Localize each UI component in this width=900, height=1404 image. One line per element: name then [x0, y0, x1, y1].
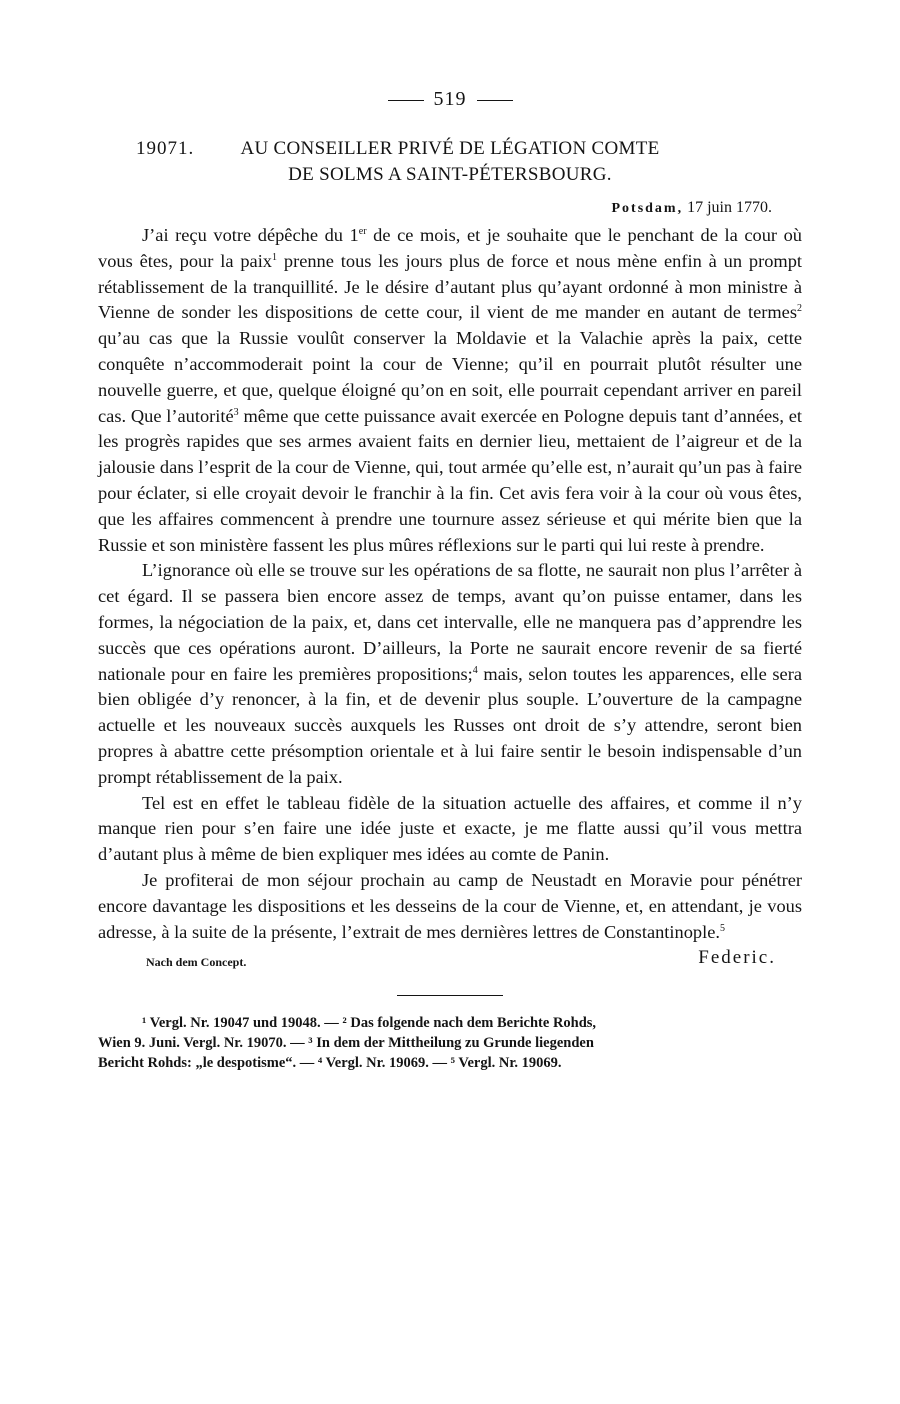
- heading-title-line-1: AU CONSEILLER PRIVÉ DE LÉGATION COMTE: [240, 138, 660, 159]
- paragraph-1-text-a: J’ai reçu votre dépêche du 1: [142, 225, 359, 245]
- footnote-line-1: ¹ Vergl. Nr. 19047 und 19048. — ² Das folgende nach dem Berichte Rohds,: [142, 1015, 597, 1032]
- signature: Federic.: [698, 947, 776, 969]
- footnote-line-3: Bericht Rohds: „le despotisme“. — ⁴ Vergl. Nr. 19069. — ⁵ Vergl. Nr. 19069.: [98, 1055, 562, 1072]
- page-number-dash-right: [477, 100, 513, 101]
- page-number-dash-left: [388, 100, 424, 101]
- dateline-date: 17 juin 1770.: [687, 199, 772, 216]
- paragraph-1-text-e: même que cette puissance avait exercée en Pologne depuis tant d’années, et les progrès rapides que ses armes avaient faits en dernier lieu, mettaient de l’aigreur et de la jalousie dans l’esprit de la cour de Vienne, qui, tout armée qu’elle est, n’aurait qu’un pas à faire pour éclater, si elle croyait devoir le franchir à la fin. Cet avis fera voir à la cour où vous êtes, que les affaires commencent à prendre une tournure assez sérieuse et qui mérite bien que la Russie et son ministère fassent les plus mûres réflexions sur le parti qui lui reste à prendre.: [98, 405, 802, 555]
- footnote-ref-5: 5: [720, 922, 725, 934]
- document-number: 19071.: [136, 138, 195, 159]
- heading-title-line-2: DE SOLMS A SAINT-PÉTERSBOURG.: [288, 164, 612, 185]
- footnote-ref-3: 3: [233, 406, 239, 418]
- letter-body: [98, 223, 802, 945]
- paragraph-2-text-b: mais, selon toutes les apparences, elle sera bien obligée d’y renoncer, à la fin, et de devenir plus souple. L’ouverture de la campagne actuelle et les nouveaux succès auxquels les Russes ont droit de s’y attendre, seront bien propres à abattre cette présomption orientale et à lui faire sentir le besoin indispensable d’un prompt rétablissement de la paix.: [98, 663, 802, 787]
- page-number: 519: [433, 88, 467, 110]
- dateline-place: Potsdam,: [611, 201, 684, 216]
- paragraph-2-text-a: L’ignorance où elle se trouve sur les opérations de sa flotte, ne saurait non plus l’arrêter à cet égard. Il se passera bien encore assez de temps, avant qu’on puisse entamer, dans les formes, la négociation de la paix, et, dans cet intervalle, elle ne manquera pas d’apprendre les succès que ces opérations auront. D’ailleurs, la Porte ne saurait encore revenir de sa fierté nationale pour en faire les premières propositions;: [98, 560, 802, 684]
- document-heading: [98, 136, 802, 188]
- dateline: [98, 196, 802, 221]
- ordinal-superscript: er: [358, 226, 367, 237]
- body-paragraph-2: [98, 558, 802, 790]
- paragraph-1-text-b: de ce mois, et je souhaite que le penchant de la cour où vous êtes, pour la paix: [98, 225, 802, 271]
- footnote-ref-4: 4: [472, 664, 478, 676]
- footnote-ref-2: 2: [797, 303, 802, 315]
- body-paragraph-1: [98, 223, 802, 558]
- body-paragraph-4: [98, 868, 802, 945]
- footnote-ref-1: 1: [272, 251, 278, 263]
- paragraph-4-text-a: Je profiterai de mon séjour prochain au camp de Neustadt en Moravie pour pénétrer encore davantage les dispositions et les desseins de la cour de Vienne, et, en attendant, je vous adresse, à la suite de la présente, l’extrait de mes dernières lettres de Constantinople.: [98, 869, 802, 942]
- source-note: Nach dem Concept.: [146, 955, 247, 970]
- body-paragraph-3: Tel est en effet le tableau fidèle de la situation actuelle des affaires, et comme il n’y manque rien pour s’en faire une idée juste et exacte, je me flatte aussi qu’il vous mettra d’autant plus à même de bien expliquer mes idées au comte de Panin.: [98, 792, 802, 865]
- paragraph-1-text-c: prenne tous les jours plus de force et nous mène enfin à un prompt rétablissement de la tranquillité. Je le désire d’autant plus qu’ayant ordonné à mon ministre à Vienne de sonder les dispositions de cette cour, il vient de me mander en autant de termes: [98, 250, 803, 323]
- page-number-line: [98, 84, 802, 114]
- document-page: [98, 84, 802, 1073]
- footnote-line-2: Wien 9. Juni. Vergl. Nr. 19070. — ³ In dem der Mittheilung zu Grunde liegenden: [98, 1035, 594, 1052]
- footnote-divider: [397, 995, 503, 996]
- letter-closing: [98, 947, 802, 977]
- footnotes: [98, 1013, 802, 1073]
- paragraph-1-text-d: qu’au cas que la Russie voulût conserver la Moldavie et la Valachie après la paix, cette conquête n’accommoderait point la cour de Vienne; qu’il en pourrait plutôt résulter une nouvelle guerre, et que, quelque éloigné qu’on en soit, elle pourrait cependant arriver en pareil cas. Que l’autorité: [98, 328, 802, 426]
